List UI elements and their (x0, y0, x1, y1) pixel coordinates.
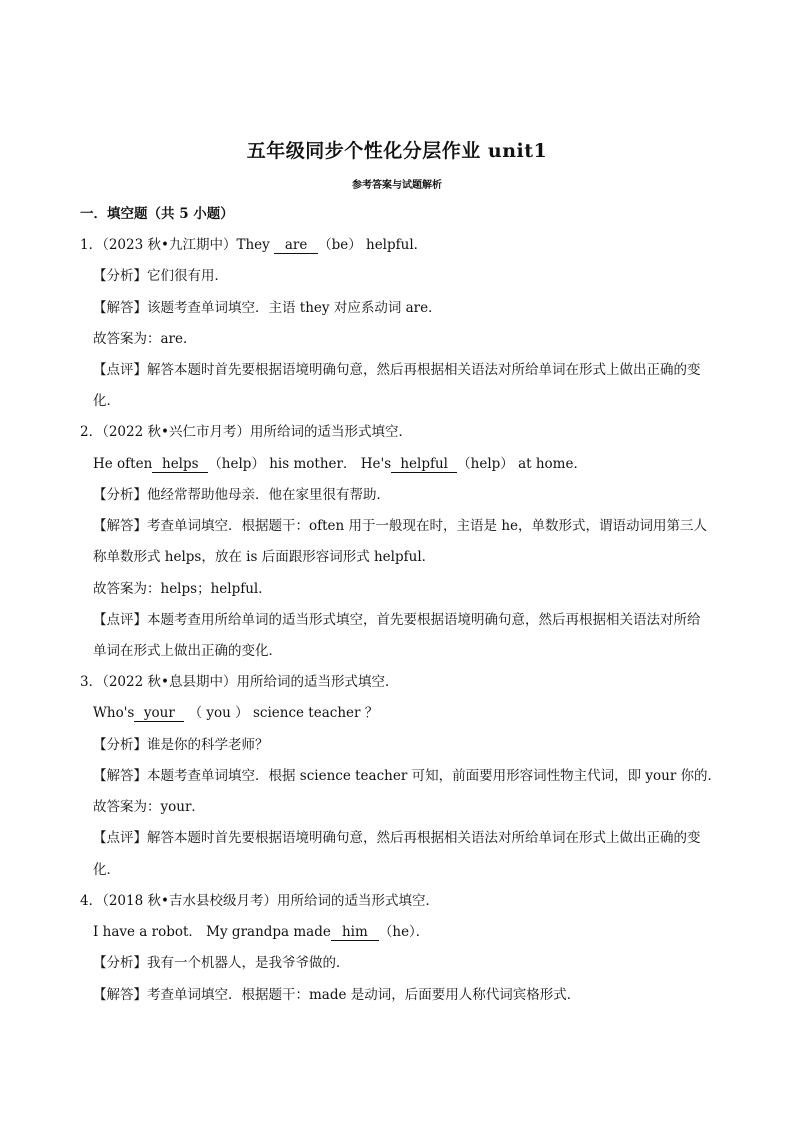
solution-text: 该题考查单词填空．主语 they 对应系动词 are． (147, 300, 442, 316)
question-instruction: 用所给词的适当形式填空． (249, 424, 412, 440)
answer-line: 故答案为：are． (93, 331, 197, 347)
comment-tag: 【点评】 (93, 830, 147, 846)
comment-continued: 化． (93, 393, 120, 409)
analysis (93, 266, 228, 286)
answer-blank: him (331, 924, 379, 941)
sentence-text: （help） his mother． He's (208, 456, 392, 472)
solution-tag: 【解答】 (93, 987, 147, 1003)
sentence-text: I have a robot． My grandpa made (93, 924, 331, 940)
solution (93, 985, 580, 1005)
answer-line: 故答案为：your． (93, 799, 205, 815)
question-source: （2023 秋•九江期中） (102, 237, 237, 253)
analysis (93, 735, 269, 755)
comment-tag: 【点评】 (93, 362, 147, 378)
answer-line: 故答案为：helps；helpful． (93, 581, 272, 597)
sentence-text: （be） helpful． (318, 237, 428, 253)
solution (93, 298, 442, 318)
solution-tag: 【解答】 (93, 768, 147, 784)
question-sentence (93, 922, 429, 942)
question-number: 2． (80, 424, 103, 440)
answer-blank: helpful (391, 456, 457, 473)
sentence-text: （ you ） science teacher ？ (184, 705, 379, 721)
solution-tag: 【解答】 (93, 518, 147, 534)
analysis-text: 它们很有用． (147, 268, 228, 284)
question-2 (80, 422, 412, 442)
solution (93, 766, 721, 786)
comment (93, 828, 701, 848)
sentence-text: He often (93, 456, 153, 472)
answer-blank: are (274, 237, 318, 254)
question-number: 3． (80, 674, 103, 690)
section-heading: 一．填空题（共 5 小题） (80, 206, 234, 222)
answer-blank: your (134, 705, 184, 722)
question-sentence (93, 703, 378, 723)
sentence-text: （help） at home． (457, 456, 587, 472)
page-title: 五年级同步个性化分层作业 unit1 (246, 140, 548, 162)
comment-text: 解答本题时首先要根据语境明确句意，然后再根据相关语法对所给单词在形式上做出正确的变 (147, 830, 701, 846)
analysis-text: 我有一个机器人，是我爷爷做的． (147, 955, 350, 971)
analysis-tag: 【分析】 (93, 737, 147, 753)
question-4 (80, 891, 439, 911)
analysis (93, 953, 350, 973)
question-number: 1． (80, 237, 103, 253)
sentence-text: They (236, 237, 275, 253)
comment (93, 360, 701, 380)
question-source: （2018 秋•吉水县校级月考） (102, 893, 277, 909)
question-instruction: 用所给词的适当形式填空． (276, 893, 439, 909)
sentence-text: Who's (93, 705, 135, 721)
solution-text: 考查单词填空．根据题干：often 用于一般现在时，主语是 he，单数形式，谓语动词用第三人 (147, 518, 707, 534)
solution (93, 516, 707, 536)
page-subtitle: 参考答案与试题解析 (352, 180, 442, 191)
analysis-tag: 【分析】 (93, 955, 147, 971)
solution-tag: 【解答】 (93, 300, 147, 316)
analysis-tag: 【分析】 (93, 487, 147, 503)
comment-continued: 化． (93, 862, 120, 878)
question-source: （2022 秋•兴仁市月考） (102, 424, 250, 440)
analysis (93, 485, 390, 505)
comment-tag: 【点评】 (93, 612, 147, 628)
solution-text: 本题考查单词填空．根据 science teacher 可知，前面要用形容词性物主代词，即 your 你的． (147, 768, 722, 784)
analysis-text: 他经常帮助他母亲．他在家里很有帮助． (147, 487, 390, 503)
answer-blank: helps (152, 456, 208, 473)
analysis-text: 谁是你的科学老师？ (147, 737, 269, 753)
comment-continued: 单词在形式上做出正确的变化． (93, 643, 282, 659)
question-instruction: 用所给词的适当形式填空． (236, 674, 399, 690)
question-sentence (93, 454, 587, 474)
question-source: （2022 秋•息县期中） (102, 674, 237, 690)
analysis-tag: 【分析】 (93, 268, 147, 284)
comment-text: 解答本题时首先要根据语境明确句意，然后再根据相关语法对所给单词在形式上做出正确的变 (147, 362, 701, 378)
comment-text: 本题考查用所给单词的适当形式填空，首先要根据语境明确句意，然后再根据相关语法对所给 (147, 612, 701, 628)
comment (93, 610, 701, 630)
solution-continued: 称单数形式 helps，放在 is 后面跟形容词形式 helpful． (93, 549, 436, 565)
question-1 (80, 235, 427, 255)
question-3 (80, 672, 398, 692)
solution-text: 考查单词填空．根据题干：made 是动词，后面要用人称代词宾格形式． (147, 987, 581, 1003)
question-number: 4． (80, 893, 103, 909)
sentence-text: （he）． (378, 924, 430, 940)
